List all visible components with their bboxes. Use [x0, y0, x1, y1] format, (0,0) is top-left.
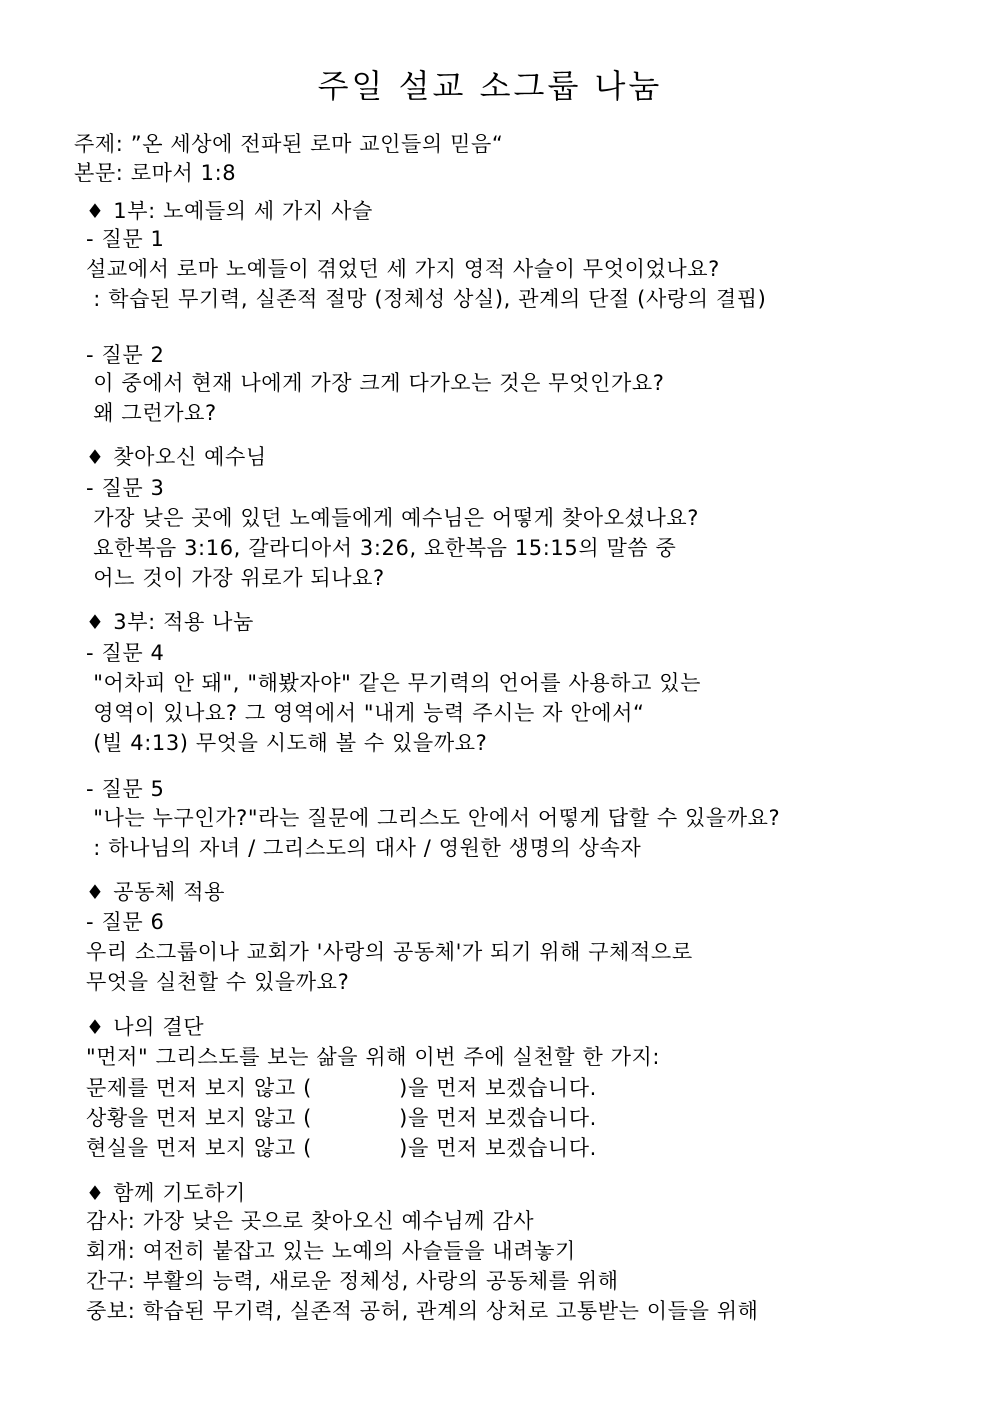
- prayer-line: 중보: 학습된 무기력, 실존적 공허, 관계의 상처로 고통받는 이들을 위해: [86, 1299, 759, 1323]
- answer-text: : 학습된 무기력, 실존적 절망 (정체성 상실), 관계의 단절 (사랑의 결핍): [86, 287, 767, 311]
- question-text: "나는 누구인가?"라는 질문에 그리스도 안에서 어떻게 답할 수 있을까요?: [86, 806, 781, 830]
- section-heading-text: 공동체 적용: [113, 880, 225, 904]
- section-heading-text: 나의 결단: [113, 1015, 205, 1039]
- section-heading: [86, 1178, 246, 1208]
- question-text: 우리 소그룹이나 교회가 '사랑의 공동체'가 되기 위해 구체적으로: [86, 940, 693, 964]
- question-text: 이 중에서 현재 나에게 가장 크게 다가오는 것은 무엇인가요?: [86, 371, 665, 395]
- commitment-line: 문제를 먼저 보지 않고 ( )을 먼저 보겠습니다.: [86, 1076, 597, 1100]
- diamond-bullet-icon: ♦: [86, 1015, 105, 1039]
- section-heading: [86, 196, 373, 226]
- question-text: 요한복음 3:16, 갈라디아서 3:26, 요한복음 15:15의 말씀 중: [86, 536, 677, 560]
- diamond-bullet-icon: ♦: [86, 880, 105, 904]
- diamond-bullet-icon: ♦: [86, 1181, 105, 1205]
- section-heading: [86, 442, 267, 472]
- question-label: - 질문 6: [86, 910, 165, 934]
- question-text: 왜 그런가요?: [86, 401, 217, 425]
- section-heading-text: 1부: 노예들의 세 가지 사슬: [113, 199, 373, 223]
- question-text: 가장 낮은 곳에 있던 노예들에게 예수님은 어떻게 찾아오셨나요?: [86, 506, 699, 530]
- commitment-line: 현실을 먼저 보지 않고 ( )을 먼저 보겠습니다.: [86, 1136, 597, 1160]
- question-text: 설교에서 로마 노예들이 겪었던 세 가지 영적 사슬이 무엇이었나요?: [86, 257, 720, 281]
- section-heading: [86, 1012, 204, 1042]
- question-label: - 질문 4: [86, 641, 165, 665]
- section-heading-text: 함께 기도하기: [113, 1181, 246, 1205]
- diamond-bullet-icon: ♦: [86, 610, 105, 634]
- prayer-line: 간구: 부활의 능력, 새로운 정체성, 사랑의 공동체를 위해: [86, 1269, 619, 1293]
- diamond-bullet-icon: ♦: [86, 445, 105, 469]
- section-heading-text: 3부: 적용 나눔: [113, 610, 254, 634]
- question-text: (빌 4:13) 무엇을 시도해 볼 수 있을까요?: [86, 731, 488, 755]
- section-heading: [86, 877, 225, 907]
- question-text: 어느 것이 가장 위로가 되나요?: [86, 566, 385, 590]
- question-text: 무엇을 실천할 수 있을까요?: [86, 970, 350, 994]
- question-label: - 질문 1: [86, 227, 165, 251]
- diamond-bullet-icon: ♦: [86, 199, 105, 223]
- section-heading-text: 찾아오신 예수님: [113, 445, 267, 469]
- answer-text: : 하나님의 자녀 / 그리스도의 대사 / 영원한 생명의 상속자: [86, 836, 642, 860]
- section-heading: [86, 607, 254, 637]
- commitment-line: 상황을 먼저 보지 않고 ( )을 먼저 보겠습니다.: [86, 1106, 597, 1130]
- question-text: "어차피 안 돼", "해봤자야" 같은 무기력의 언어를 사용하고 있는: [86, 671, 702, 695]
- question-label: - 질문 3: [86, 476, 165, 500]
- question-text: 영역이 있나요? 그 영역에서 "내게 능력 주시는 자 안에서“: [86, 701, 645, 725]
- page-title: 주일 설교 소그룹 나눔: [317, 67, 663, 105]
- question-label: - 질문 2: [86, 343, 165, 367]
- commitment-prompt: "먼저" 그리스도를 보는 삶을 위해 이번 주에 실천할 한 가지:: [86, 1045, 661, 1069]
- prayer-line: 회개: 여전히 붙잡고 있는 노예의 사슬들을 내려놓기: [86, 1239, 576, 1263]
- question-label: - 질문 5: [86, 777, 165, 801]
- prayer-line: 감사: 가장 낮은 곳으로 찾아오신 예수님께 감사: [86, 1209, 535, 1233]
- passage-line: 본문: 로마서 1:8: [74, 161, 237, 185]
- theme-line: 주제: ”온 세상에 전파된 로마 교인들의 믿음“: [74, 132, 504, 156]
